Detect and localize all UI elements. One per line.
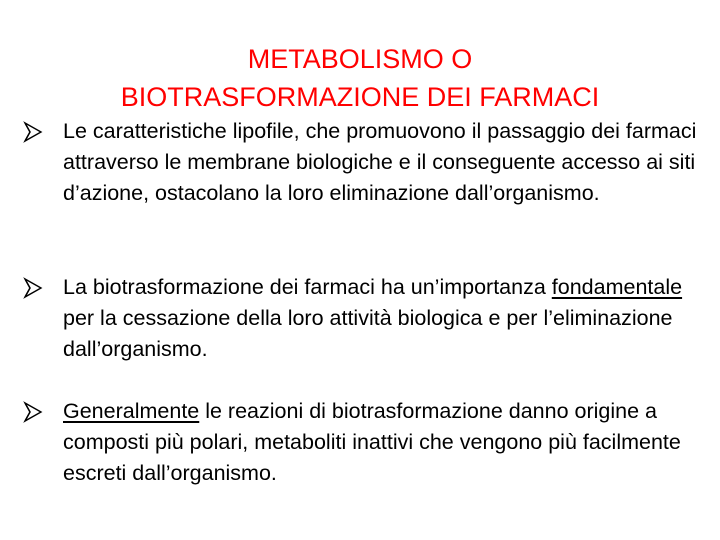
bullet-text: Le caratteristiche lipofile, che promuovono il passaggio dei farmaci attraverso le membrane biologiche e il conseguente accesso ai siti d’azione, ostacolano la loro eliminazione dall’organismo.	[63, 119, 697, 205]
arrowhead-bullet-icon	[22, 121, 44, 143]
bullet-text	[63, 272, 703, 365]
title-line-2: BIOTRASFORMAZIONE DEI FARMACI	[120, 82, 600, 113]
emphasis-word: Generalmente	[63, 399, 200, 423]
emphasis-word: fondamentale	[551, 275, 683, 299]
bullet-text-start: La biotrasformazione dei farmaci ha un’importanza	[63, 275, 552, 299]
arrowhead-bullet-icon	[22, 277, 44, 299]
bullet-text-end: per la cessazione della loro attività biologica e per l’eliminazione dall’organismo.	[63, 306, 673, 361]
slide-title	[40, 40, 680, 116]
title-line-1: METABOLISMO O	[247, 44, 473, 75]
bullet-text-end: le reazioni di biotrasformazione danno origine a composti più polari, metaboliti inattivi che vengono più facilmente escreti dall’organismo.	[63, 399, 681, 485]
arrowhead-bullet-icon	[22, 401, 44, 423]
bullet-text	[63, 396, 703, 489]
